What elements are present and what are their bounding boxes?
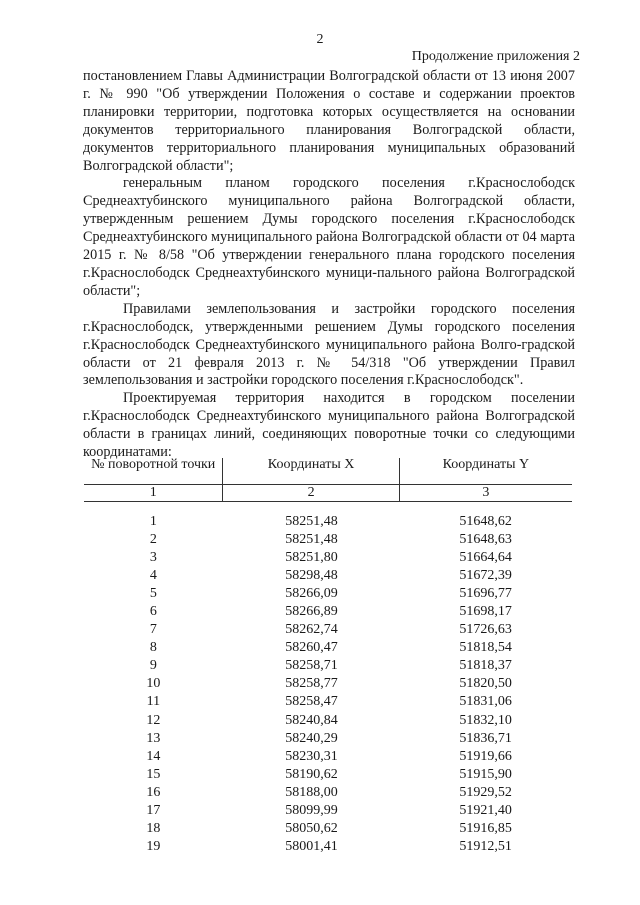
point-number-cell: 10 <box>146 676 161 692</box>
paragraph-land-use-rules: Правилами землепользования и застройки городского поселения г.Краснослободск, утвержденными решением Думы городского поселения г.Краснослободск Среднеахтубинского муниципального района Волго-градской области от 21 февраля 2013 г. № 54/318 "Об утверждении Правил землепользования и застройки городского поселения г.Краснослободск". <box>83 300 575 389</box>
coord-y-cell: 51696,77 <box>459 586 512 602</box>
coord-x-cell: 58230,31 <box>285 748 338 764</box>
paragraph-resolution: постановлением Главы Администрации Волгоградской области от 13 июня 2007 г. № 990 "Об утверждении Положения о составе и содержании проектов планировки территории, подготовка которых осуществляется на основании документов территориального планирования Волгоградской области, документов территориального планирования муниципальных образований Волгоградской области"; <box>83 68 575 174</box>
coord-x-cell: 58258,47 <box>285 694 338 710</box>
point-number-cell: 5 <box>149 586 157 602</box>
point-number-cell: 15 <box>146 766 161 782</box>
header-coord-y: Координаты Y <box>399 458 572 484</box>
point-number-cell: 2 <box>149 532 157 548</box>
point-number-cell: 17 <box>146 802 161 818</box>
point-number-cell: 11 <box>146 694 161 710</box>
table-row <box>84 531 572 549</box>
table-row <box>84 567 572 585</box>
coord-y-cell: 51672,39 <box>459 568 512 584</box>
coord-y-cell: 51648,62 <box>459 514 512 529</box>
table-row <box>84 766 572 784</box>
table-row <box>84 693 572 711</box>
point-number-cell: 9 <box>149 658 157 674</box>
table-row <box>84 639 572 657</box>
coord-x-cell: 58260,47 <box>285 640 338 656</box>
table-row <box>84 621 572 639</box>
column-number-2: 2 <box>222 485 398 501</box>
coord-y-cell: 51818,37 <box>459 658 512 674</box>
coord-y-cell: 51912,51 <box>459 838 512 854</box>
table-row <box>84 675 572 693</box>
point-number-cell: 13 <box>146 730 161 746</box>
coord-x-cell: 58001,41 <box>285 838 338 854</box>
coord-y-cell: 51836,71 <box>459 730 512 746</box>
coord-y-cell: 51919,66 <box>459 748 512 764</box>
coord-y-cell: 51832,10 <box>459 712 512 728</box>
table-row <box>84 730 572 748</box>
coord-y-cell: 51820,50 <box>459 676 512 692</box>
point-number-cell: 8 <box>149 640 157 656</box>
point-number-cell: 14 <box>146 748 161 764</box>
point-number-cell: 16 <box>146 784 161 800</box>
point-number-cell: 7 <box>149 622 157 638</box>
table-row <box>84 549 572 567</box>
table-row <box>84 784 572 802</box>
paragraph-territory: Проектируемая территория находится в городском поселении г.Краснослободск Среднеахтубинского муниципального района Волгоградской области в границах линий, соединяющих поворотные точки со следующими координатами: <box>83 390 575 461</box>
coord-y-cell: 51818,54 <box>459 640 512 656</box>
point-number-cell: 3 <box>149 550 157 566</box>
coord-x-cell: 58266,09 <box>285 586 338 602</box>
coord-y-cell: 51915,90 <box>459 766 512 782</box>
coord-y-cell: 51698,17 <box>459 604 512 620</box>
header-coord-x: Координаты X <box>222 458 398 484</box>
coord-y-cell: 51831,06 <box>459 694 512 710</box>
coord-x-cell: 58298,48 <box>285 568 338 584</box>
coord-x-cell: 58251,48 <box>285 532 338 548</box>
point-number-cell: 18 <box>146 820 161 836</box>
point-number-cell: 12 <box>146 712 161 728</box>
table-row <box>84 657 572 675</box>
coord-x-cell: 58240,84 <box>285 712 338 728</box>
table-row <box>84 748 572 766</box>
body-text <box>83 68 575 462</box>
table-header-row <box>84 458 572 484</box>
coord-y-cell: 51929,52 <box>459 784 512 800</box>
table-row <box>84 585 572 603</box>
table-row <box>84 603 572 621</box>
table-row <box>84 838 572 856</box>
point-number-cell: 1 <box>149 514 157 529</box>
coord-y-cell: 51726,63 <box>459 622 512 638</box>
point-number-cell: 6 <box>149 604 157 620</box>
page-number: 2 <box>316 32 324 47</box>
table-row <box>84 513 572 531</box>
table-row <box>84 712 572 730</box>
table-row <box>84 802 572 820</box>
header-point-number: № поворотной точки <box>91 457 216 472</box>
table-row <box>84 820 572 838</box>
coord-x-cell: 58258,77 <box>285 676 338 692</box>
coord-y-cell: 51664,64 <box>459 550 512 566</box>
coord-x-cell: 58262,74 <box>285 622 338 638</box>
column-number-row <box>84 484 572 502</box>
column-number-1: 1 <box>149 485 157 500</box>
coord-y-cell: 51916,85 <box>459 820 512 836</box>
coordinates-table <box>84 458 572 856</box>
paragraph-general-plan: генеральным планом городского поселения г.Краснослободск Среднеахтубинского муниципального района Волгоградской области, утвержденным решением Думы городского поселения г.Краснослободск Среднеахтубинского муниципального района Волгоградской области от 04 марта 2015 г. № 8/58 "Об утверждении генерального плана городского поселения г.Краснослободск Среднеахтубинского муници-пального района Волгоградской области"; <box>83 175 575 299</box>
point-number-cell: 19 <box>146 838 161 854</box>
coord-x-cell: 58188,00 <box>285 784 338 800</box>
coord-x-cell: 58258,71 <box>285 658 338 674</box>
coord-x-cell: 58251,80 <box>285 550 338 566</box>
coord-y-cell: 51921,40 <box>459 802 512 818</box>
coord-x-cell: 58099,99 <box>285 802 338 818</box>
coord-x-cell: 58251,48 <box>285 514 338 529</box>
coord-x-cell: 58266,89 <box>285 604 338 620</box>
table-body <box>84 513 572 856</box>
coord-y-cell: 51648,63 <box>459 532 512 548</box>
continuation-note: Продолжение приложения 2 <box>411 49 580 64</box>
point-number-cell: 4 <box>149 568 157 584</box>
coord-x-cell: 58190,62 <box>285 766 338 782</box>
column-number-3: 3 <box>399 485 572 501</box>
coord-x-cell: 58240,29 <box>285 730 338 746</box>
coord-x-cell: 58050,62 <box>285 820 338 836</box>
